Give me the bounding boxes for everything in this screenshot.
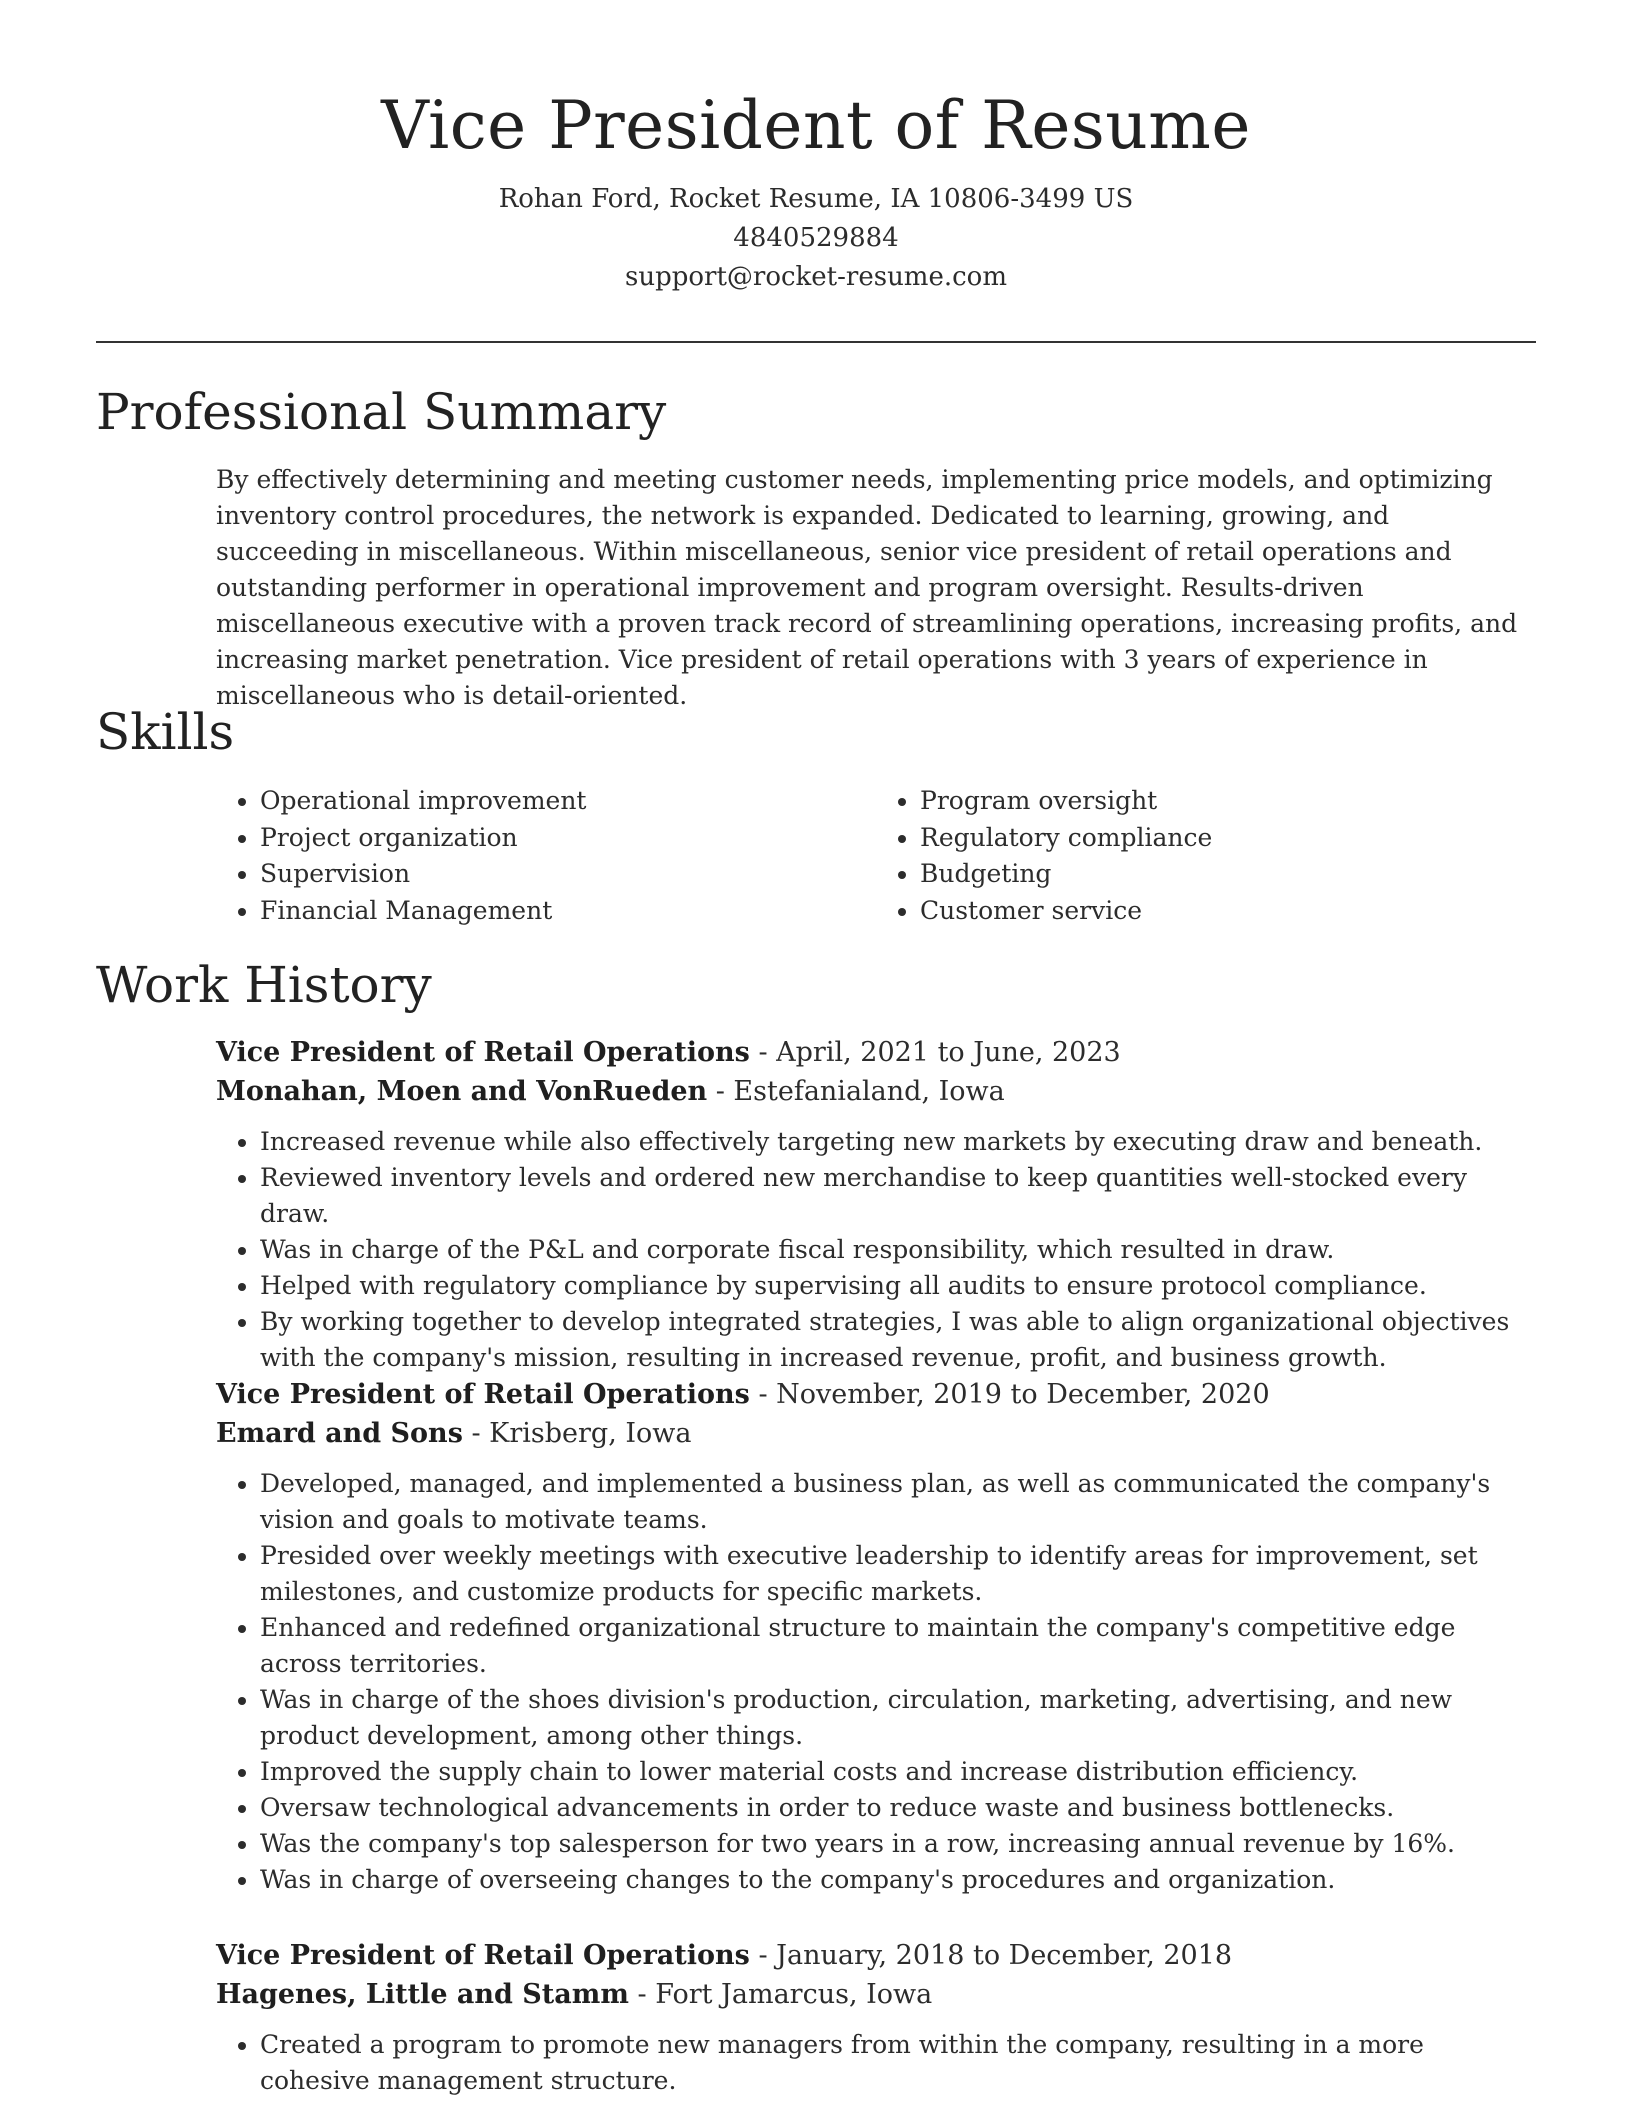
job-bullets bbox=[216, 1124, 1536, 1376]
job-title-line bbox=[216, 1033, 1536, 1072]
job-dates: - January, 2018 to December, 2018 bbox=[749, 1940, 1233, 1971]
job-bullet: • Was in charge of the P&L and corporate fiscal responsibility, which resulted in draw. bbox=[260, 1232, 1536, 1268]
job-dates: - November, 2019 to December, 2020 bbox=[749, 1379, 1270, 1410]
skill-item: • Project organization bbox=[260, 820, 876, 857]
skill-item: • Program oversight bbox=[920, 783, 1536, 820]
job-bullet: • Was in charge of overseeing changes to the company's procedures and organization. bbox=[260, 1862, 1536, 1898]
header-divider bbox=[96, 341, 1536, 343]
job-company: Hagenes, Little and Stamm bbox=[216, 1979, 629, 2010]
contact-email: support@rocket-resume.com bbox=[624, 262, 1007, 292]
job-entry bbox=[216, 1936, 1536, 2099]
job-bullet: • Was the company's top salesperson for two years in a row, increasing annual revenue by 16%. bbox=[260, 1826, 1536, 1862]
job-bullet: • Presided over weekly meetings with executive leadership to identify areas for improvement, set milestones, and customize products for specific markets. bbox=[260, 1538, 1536, 1610]
job-bullet: • Was in charge of the shoes division's production, circulation, marketing, advertising, and new product development, among other things. bbox=[260, 1682, 1536, 1754]
job-company: Monahan, Moen and VonRueden bbox=[216, 1076, 708, 1107]
job-entry bbox=[216, 1033, 1536, 1376]
job-bullet: • Created a program to promote new managers from within the company, resulting in a more cohesive management structure. bbox=[260, 2027, 1536, 2099]
job-bullet: • Enhanced and redefined organizational structure to maintain the company's competitive edge across territories. bbox=[260, 1610, 1536, 1682]
job-company: Emard and Sons bbox=[216, 1418, 463, 1449]
skill-item: • Budgeting bbox=[920, 856, 1536, 893]
skill-item: • Regulatory compliance bbox=[920, 820, 1536, 857]
job-entry bbox=[216, 1375, 1536, 1898]
skill-item: • Customer service bbox=[920, 893, 1536, 930]
skill-item: • Financial Management bbox=[260, 893, 876, 930]
job-bullets bbox=[216, 1466, 1536, 1898]
job-title: Vice President of Retail Operations bbox=[216, 1379, 750, 1410]
skills-list bbox=[216, 783, 1536, 929]
job-title-line bbox=[216, 1936, 1536, 1975]
job-title: Vice President of Retail Operations bbox=[216, 1037, 750, 1068]
resume-title: Vice President of Resume bbox=[381, 87, 1251, 164]
summary-heading: Professional Summary bbox=[96, 383, 667, 441]
job-location: - Estefanialand, Iowa bbox=[707, 1076, 1005, 1107]
job-bullet: • Reviewed inventory levels and ordered new merchandise to keep quantities well-stocked every draw. bbox=[260, 1160, 1536, 1232]
skill-item: • Operational improvement bbox=[260, 783, 876, 820]
job-title-line bbox=[216, 1375, 1536, 1414]
skills-heading: Skills bbox=[96, 703, 235, 761]
job-title: Vice President of Retail Operations bbox=[216, 1940, 750, 1971]
job-location: - Krisberg, Iowa bbox=[462, 1418, 692, 1449]
job-bullet: • Oversaw technological advancements in order to reduce waste and business bottlenecks. bbox=[260, 1790, 1536, 1826]
job-company-line bbox=[216, 1975, 1536, 2014]
job-location: - Fort Jamarcus, Iowa bbox=[628, 1979, 933, 2010]
job-company-line bbox=[216, 1414, 1536, 1453]
contact-block bbox=[96, 180, 1536, 297]
contact-address: Rohan Ford, Rocket Resume, IA 10806-3499 US bbox=[498, 184, 1134, 214]
resume-header bbox=[96, 82, 1536, 297]
job-bullet: • Helped with regulatory compliance by supervising all audits to ensure protocol compliance. bbox=[260, 1268, 1536, 1304]
job-dates: - April, 2021 to June, 2023 bbox=[749, 1037, 1121, 1068]
skills-column-left bbox=[216, 783, 876, 929]
job-bullet: • Increased revenue while also effectively targeting new markets by executing draw and beneath. bbox=[260, 1124, 1536, 1160]
skill-item: • Supervision bbox=[260, 856, 876, 893]
contact-phone: 4840529884 bbox=[733, 223, 899, 253]
job-bullet: • Improved the supply chain to lower material costs and increase distribution efficiency. bbox=[260, 1754, 1536, 1790]
job-bullets bbox=[216, 2027, 1536, 2099]
skills-column-right bbox=[876, 783, 1536, 929]
summary-text: By effectively determining and meeting customer needs, implementing price models, and optimizing inventory control procedures, the network is expanded. Dedicated to learning, growing, and succeeding in miscellaneous. Within miscellaneous, senior vice president of retail operations and outstanding performer in operational improvement and program oversight. Results-driven miscellaneous executive with a proven track record of streamlining operations, increasing profits, and increasing market penetration. Vice president of retail operations with 3 years of experience in miscellaneous who is detail-oriented. bbox=[216, 465, 1518, 710]
work-history-heading: Work History bbox=[96, 956, 432, 1014]
job-bullet: • By working together to develop integrated strategies, I was able to align organizational objectives with the company's mission, resulting in increased revenue, profit, and business growth. bbox=[260, 1304, 1536, 1376]
job-bullet: • Developed, managed, and implemented a business plan, as well as communicated the company's vision and goals to motivate teams. bbox=[260, 1466, 1536, 1538]
job-company-line bbox=[216, 1072, 1536, 1111]
